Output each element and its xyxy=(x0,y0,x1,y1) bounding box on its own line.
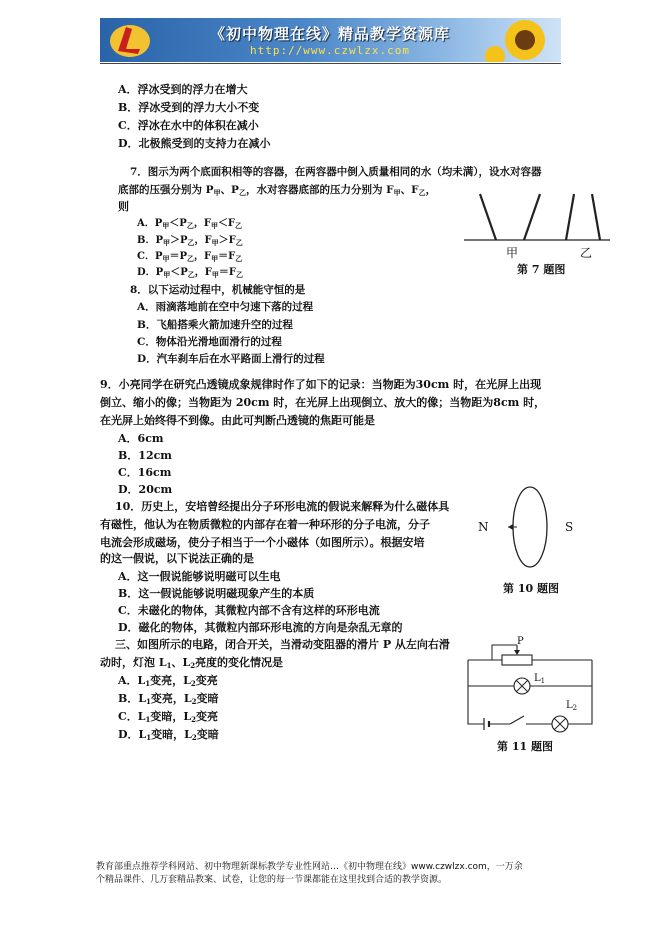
q11-fig-l2-label: $L_2$ xyxy=(566,700,578,712)
footer-line1: 教育部重点推荐学科网站、初中物理新课标教学专业性网站…《初中物理在线》www.czwlzx.com，一万余 xyxy=(96,862,523,872)
q7-option-d: D．$P_甲<P_乙$，$F_甲=F_乙$ xyxy=(137,267,243,279)
q6-option-c: C．浮冰在水中的体积在减小 xyxy=(118,119,259,132)
q7-stem-line1: 7．图示为两个底面积相等的容器，在两容器中倒入质量相同的水（均未满），设水对容器 xyxy=(130,166,542,178)
q9-stem-line2: 倒立、缩小的像；当物距为 20cm 时，在光屏上出现倒立、放大的像；当物距为8cm 时， xyxy=(100,396,546,409)
q10-fig-s-label: S xyxy=(565,520,574,534)
q6-option-b: B．浮冰受到的浮力大小不变 xyxy=(118,101,260,114)
q10-caption: 第 10 题图 xyxy=(503,582,559,595)
header-rule xyxy=(100,63,561,64)
page-footer xyxy=(96,861,566,887)
q11-option-a: A．$L_1$变亮，$L_2$变亮 xyxy=(118,674,218,688)
q9-stem-line3: 在光屏上始终得不到像。由此可判断凸透镜的焦距可能是 xyxy=(100,414,375,427)
q11-fig-p-label: P xyxy=(517,636,524,647)
q7-stem-line2: 底部的压强分别为 $P_甲$、$P_乙$，水对容器底部的压力分别为 $F_甲$、$F_乙$， xyxy=(118,184,437,197)
q9-option-b: B．12cm xyxy=(118,449,172,462)
q10-stem-line3: 电流会形成磁场，使分子相当于一个小磁体（如图所示）。根据安培 xyxy=(100,536,425,549)
q10-option-d: D．磁化的物体，其微粒内部环形电流的方向是杂乱无章的 xyxy=(118,621,403,634)
q10-option-c: C．未磁化的物体，其微粒内部不含有这样的环形电流 xyxy=(118,604,380,617)
q6-option-a: A．浮冰受到的浮力在增大 xyxy=(118,83,248,96)
q8-stem: 8．以下运动过程中，机械能守恒的是 xyxy=(130,284,306,296)
q8-option-c: C．物体沿光滑地面滑行的过程 xyxy=(137,336,282,348)
q10-option-b: B．这一假说能够说明磁现象产生的本质 xyxy=(118,587,315,600)
q10-fig-n-label: N xyxy=(478,520,489,534)
q7-option-c: C．$P_甲=P_乙$，$F_甲=F_乙$ xyxy=(137,251,243,263)
q7-fig-label-yi: 乙 xyxy=(580,246,593,260)
q8-option-b: B．飞船搭乘火箭加速升空的过程 xyxy=(137,319,293,331)
sunflower-icon xyxy=(485,18,555,62)
header-url[interactable]: http://www.czwlzx.com xyxy=(249,44,411,57)
site-logo-icon xyxy=(108,21,152,59)
q11-fig-l1-label: $L_1$ xyxy=(534,673,546,685)
q11-option-c: C．$L_1$变暗，$L_2$变亮 xyxy=(118,710,218,724)
q10-option-a: A．这一假说能够说明磁可以生电 xyxy=(118,570,281,583)
q11-caption: 第 11 题图 xyxy=(497,740,553,753)
q11-option-d: D．$L_1$变暗，$L_2$变暗 xyxy=(118,728,219,742)
header-title: 《初中物理在线》精品教学资源库 xyxy=(209,25,450,43)
q10-stem-line1: 10．历史上，安培曾经提出分子环形电流的假说来解释为什么磁体具 xyxy=(115,500,450,513)
q7-option-a: A．$P_甲<P_乙$，$F_甲<F_乙$ xyxy=(137,218,243,230)
q9-option-d: D．20cm xyxy=(118,483,173,496)
q8-option-a: A．雨滴落地前在空中匀速下落的过程 xyxy=(137,301,314,313)
q7-then: 则 xyxy=(118,200,129,213)
q6-option-d: D．北极熊受到的支持力在减小 xyxy=(118,137,271,150)
q9-option-a: A．6cm xyxy=(118,432,164,445)
q10-current-loop-figure xyxy=(505,482,555,572)
q8-option-d: D．汽车刹车后在水平路面上滑行的过程 xyxy=(137,353,325,365)
q9-stem-line1: 9．小亮同学在研究凸透镜成象规律时作了如下的记录：当物距为30cm 时，在光屏上出现 xyxy=(100,378,542,391)
q11-stem-line2: 动时，灯泡 $L_1$、$L_2$亮度的变化情况是 xyxy=(100,656,284,670)
q9-option-c: C．16cm xyxy=(118,466,172,479)
q10-stem-line4: 的这一假说，以下说法正确的是 xyxy=(100,552,254,565)
q7-option-b: B．$P_甲>P_乙$，$F_甲>F_乙$ xyxy=(137,235,243,247)
q11-stem-line1: 三、如图所示的电路，闭合开关，当滑动变阻器的滑片 P 从左向右滑 xyxy=(115,638,450,651)
footer-line2: 个精品课件、几万套精品教案、试卷，让您的每一节课都能在这里找到合适的教学资源。 xyxy=(96,875,448,885)
q11-option-b: B．$L_1$变亮，$L_2$变暗 xyxy=(118,692,219,706)
header-banner xyxy=(100,18,561,62)
q11-circuit-figure xyxy=(462,636,602,736)
q10-stem-line2: 有磁性，他认为在物质微粒的内部存在着一种环形的分子电流，分子 xyxy=(100,518,430,531)
q7-caption: 第 7 题图 xyxy=(517,263,566,276)
q7-fig-label-jia: 甲 xyxy=(506,246,519,260)
